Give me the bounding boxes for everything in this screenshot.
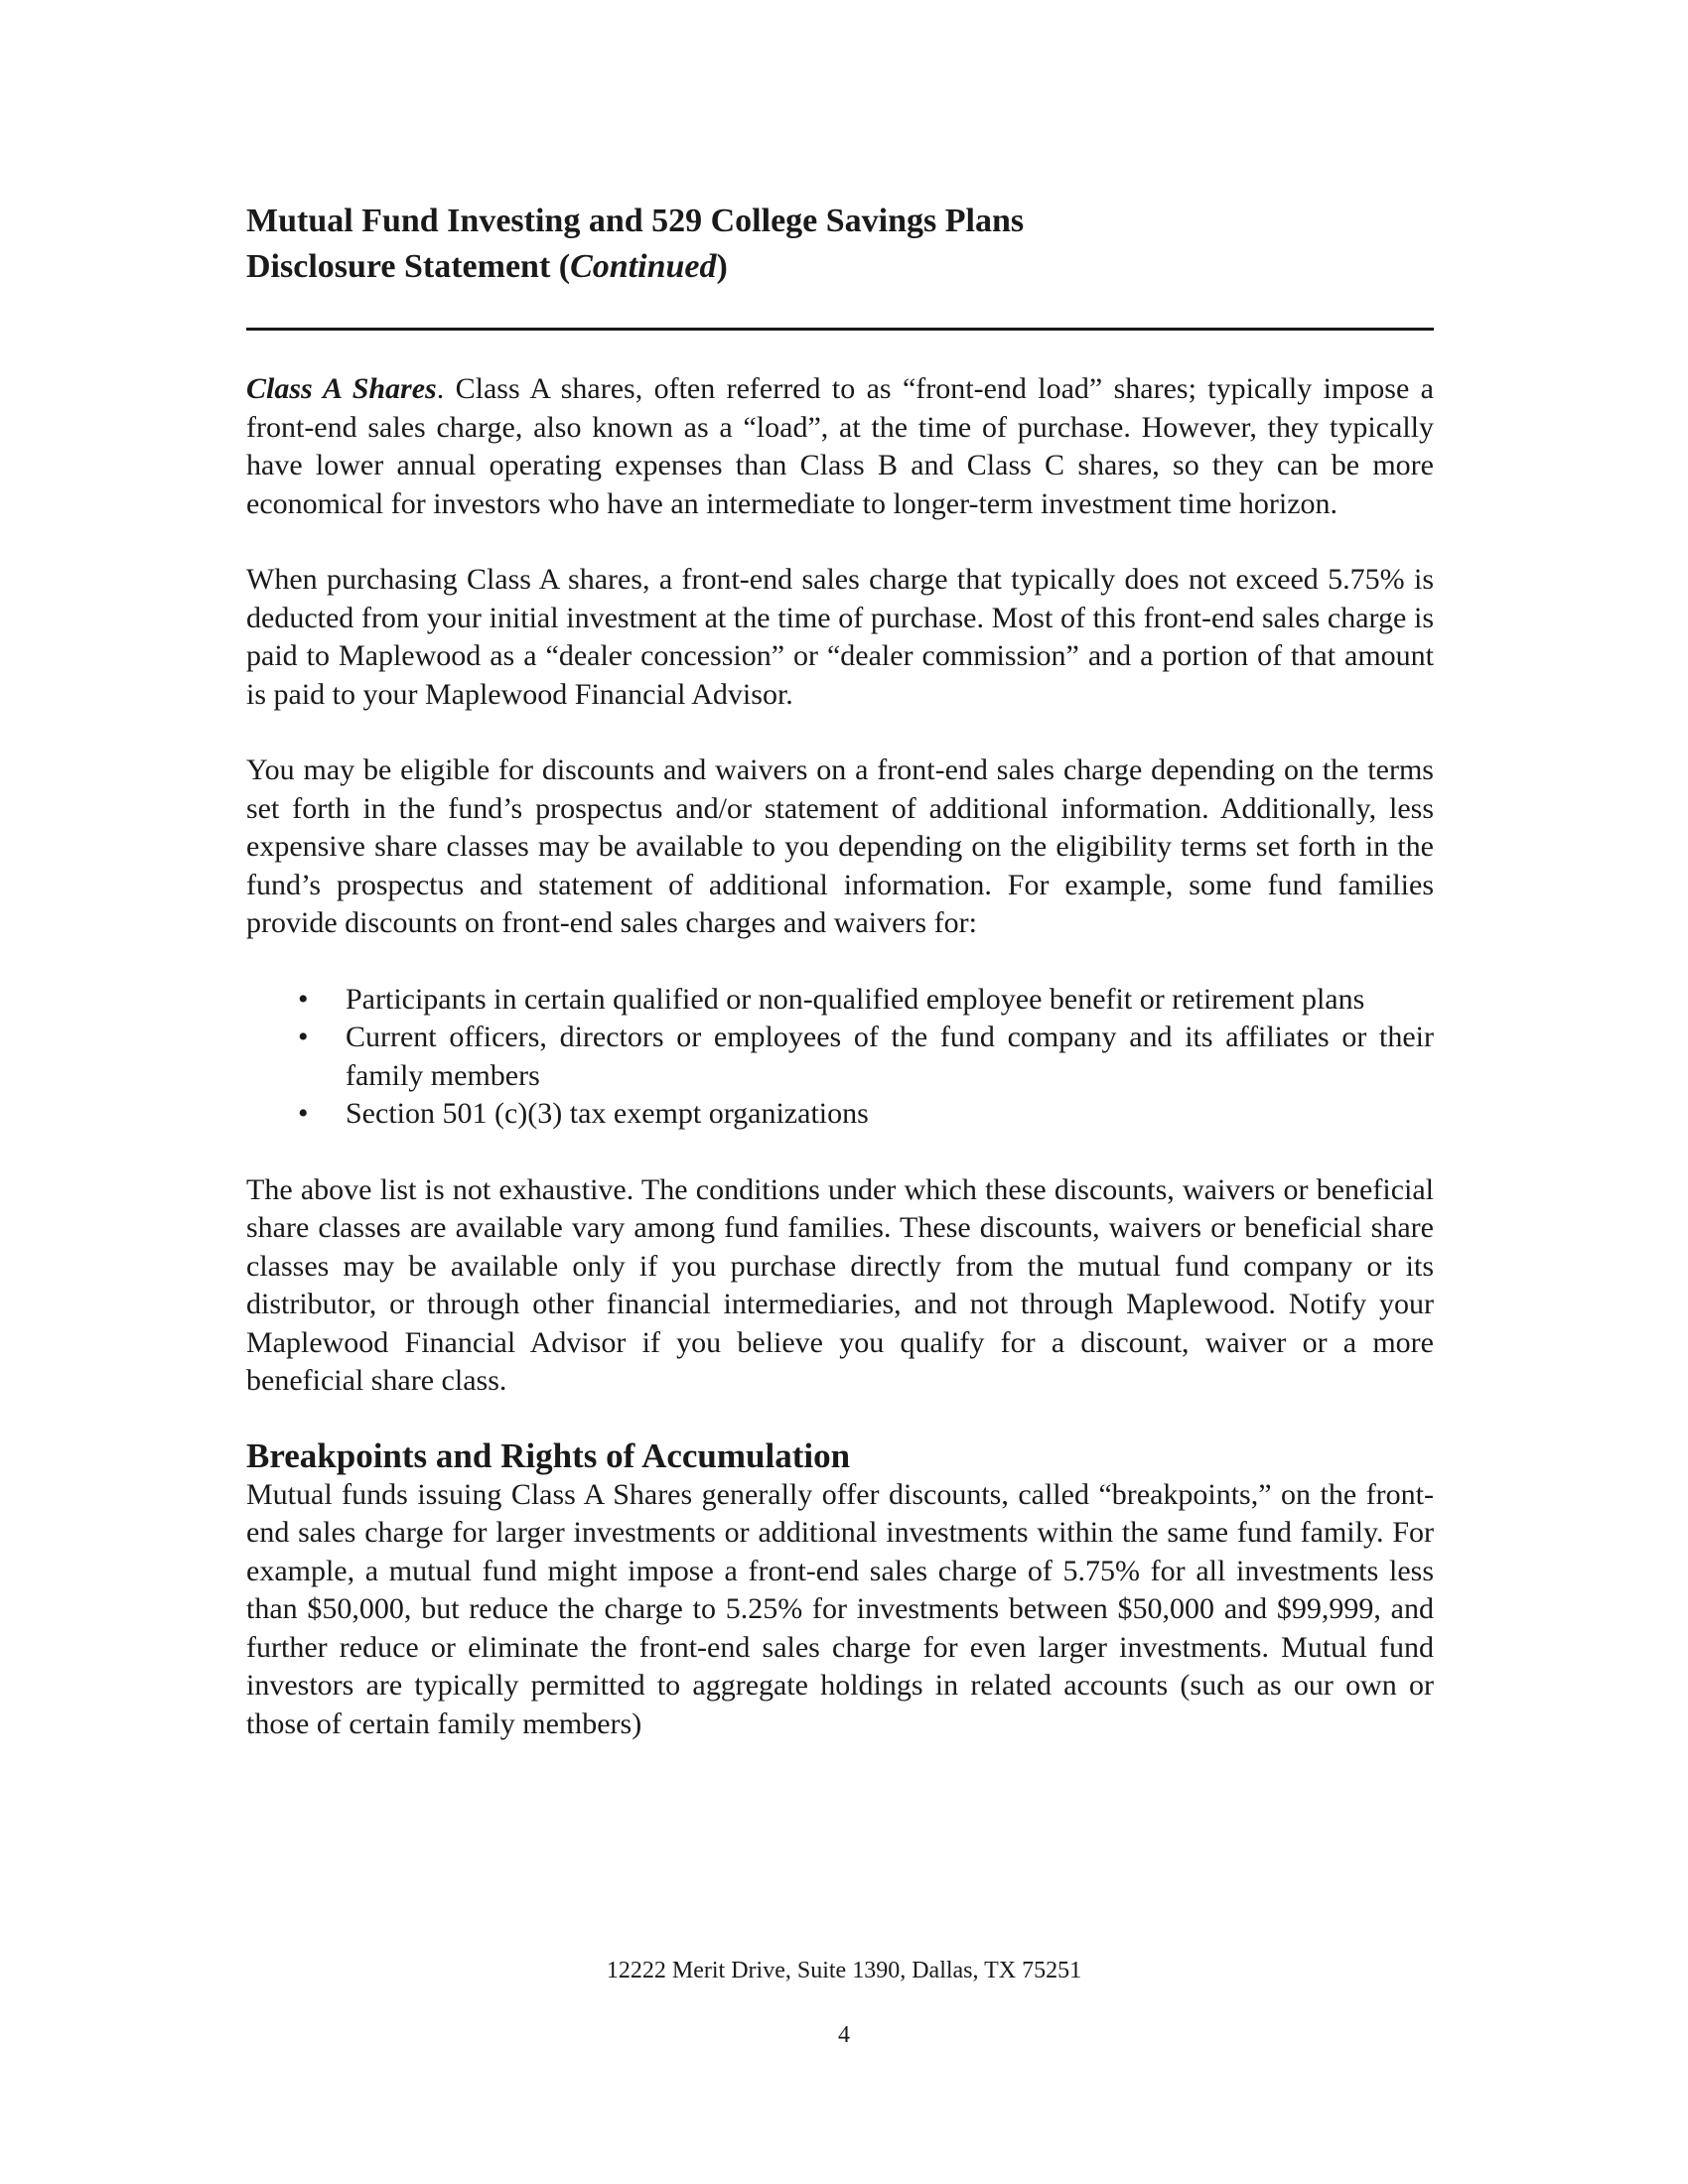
- list-item-text: Section 501 (c)(3) tax exempt organizations: [346, 1097, 869, 1130]
- breakpoints-paragraph-1: Mutual funds issuing Class A Shares generally offer discounts, called “breakpoints,” on the front-end sales charge for larger investments or additional investments within the same fund family. For example, a mutual fund might impose a front-end sales charge of 5.75% for all investments less than $50,000, but reduce the charge to 5.25% for investments between $50,000 and $99,999, and further reduce or eliminate the front-end sales charge for even larger investments. Mutual fund investors are typically permitted to aggregate holdings in related accounts (such as our own or those of certain family members): [246, 1477, 1434, 1740]
- list-item: [246, 1019, 1434, 1095]
- title-line-2-italic: Continued: [570, 248, 717, 285]
- footer-address: 12222 Merit Drive, Suite 1390, Dallas, TX 75251: [606, 1958, 1082, 1983]
- bullet-icon: •: [298, 1097, 309, 1130]
- title-line-1: Mutual Fund Investing and 529 College Savings Plans: [246, 203, 1025, 239]
- title-line-2-prefix: Disclosure Statement (: [246, 248, 571, 285]
- bullet-icon: •: [298, 1021, 309, 1053]
- title-line-2-suffix: ): [716, 248, 728, 285]
- class-a-lead-in: Class A Shares: [246, 372, 437, 405]
- list-item: [246, 1095, 1434, 1134]
- list-item-text: Current officers, directors or employees of the fund company and its affiliates or their family members: [346, 1021, 1434, 1092]
- class-a-paragraph-3: You may be eligible for discounts and waivers on a front-end sales charge depending on the terms set forth in the fund’s prospectus and/or statement of additional information. Additionally, less expensive share classes may be available to you depending on the eligibility terms set forth in the fund’s prospectus and statement of additional information. For example, some fund families provide discounts on front-end sales charges and waivers for:: [246, 753, 1434, 939]
- waiver-list: [246, 981, 1434, 1134]
- title-divider: [246, 328, 1434, 331]
- class-a-paragraph-1-text: Class A shares, often referred to as “front-end load” shares; typically impose a front-end sales charge, also known as a “load”, at the time of purchase. However, they typically have lower annual operating expenses than Class B and Class C shares, so they can be more economical for investors who have an intermediate to longer-term investment time horizon.: [246, 372, 1434, 520]
- bullet-icon: •: [298, 982, 309, 1016]
- class-a-paragraph-4: The above list is not exhaustive. The conditions under which these discounts, waivers or beneficial share classes are available vary among fund families. These discounts, waivers or beneficial share classes may be available only if you purchase directly from the mutual fund company or its distributor, or through other financial intermediaries, and not through Maplewood. Notify your Maplewood Financial Advisor if you believe you qualify for a discount, waiver or a more beneficial share class.: [246, 1172, 1434, 1397]
- document-title: [246, 199, 1434, 290]
- class-a-lead-in-punct: .: [436, 372, 445, 405]
- class-a-paragraph-2: When purchasing Class A shares, a front-end sales charge that typically does not exceed 5.75% is deducted from your initial investment at the time of purchase. Most of this front-end sales charge is paid to Maplewood as a “dealer concession” or “dealer commission” and a portion of that amount is paid to your Maplewood Financial Advisor.: [246, 563, 1434, 711]
- list-item: [246, 981, 1434, 1020]
- class-a-paragraph-1: [246, 370, 1434, 523]
- document-page: [246, 199, 1434, 1743]
- breakpoints-heading: Breakpoints and Rights of Accumulation: [246, 1435, 851, 1475]
- page-number: 4: [838, 2022, 850, 2048]
- list-item-text: Participants in certain qualified or non-qualified employee benefit or retirement plans: [346, 982, 1365, 1016]
